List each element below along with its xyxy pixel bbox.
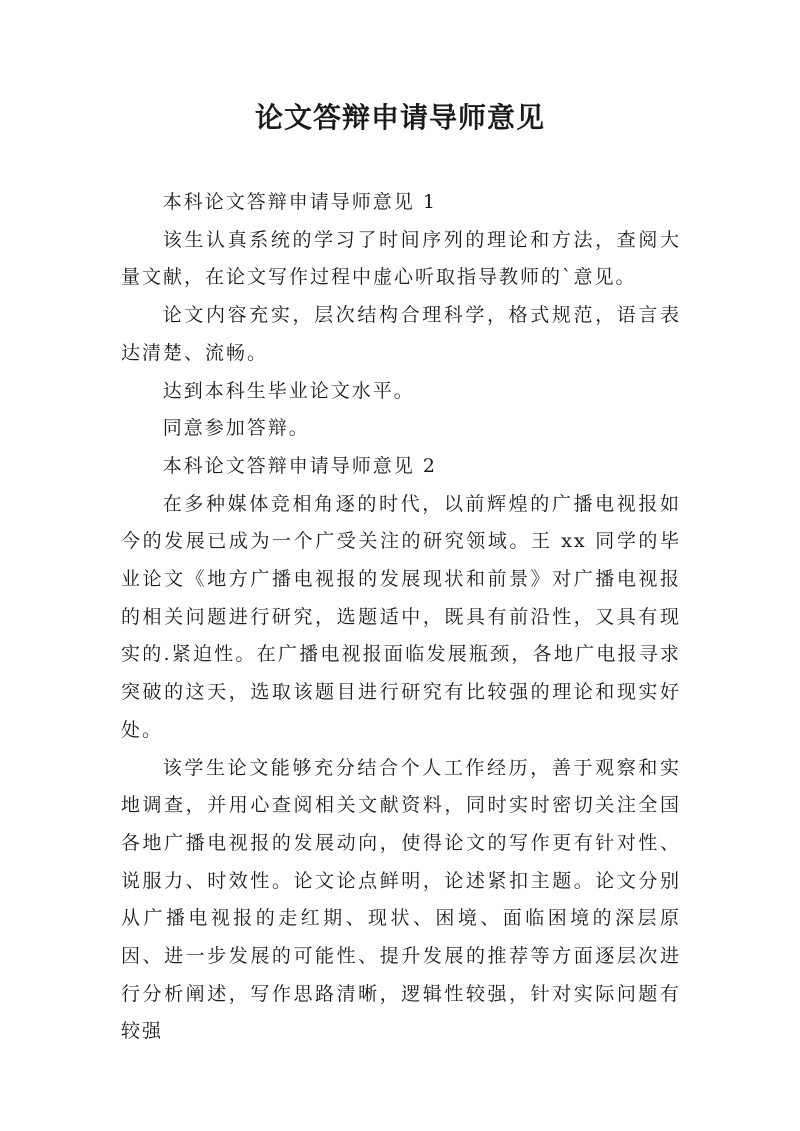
paragraph-heading-2: 本科论文答辩申请导师意见 2 [162,454,437,477]
paragraph: 该生认真系统的学习了时间序列的理论和方法，查阅大量文献，在论文写作过程中虚心听取指导教师的`意见。 [121,228,681,289]
document-title: 论文答辩申请导师意见 [254,101,545,134]
document-body [121,184,681,1051]
paragraph: 达到本科生毕业论文水平。 [162,379,415,402]
paragraph: 论文内容充实，层次结构合理科学，格式规范，语言表达清楚、流畅。 [121,304,681,364]
paragraph: 在多种媒体竞相角逐的时代，以前辉煌的广播电视报如今的发展已成为一个广受关注的研究领域。王 xx 同学的毕业论文《地方广播电视报的发展现状和前景》对广播电视报的相关问题进行研究，选题适中，既具有前沿性，又具有现实的.紧迫性。在广播电视报面临发展瓶颈，各地广电报寻求突破的这天，选取该题目进行研究有比较强的理论和现实好处。 [121,492,681,741]
paragraph-heading-1: 本科论文答辩申请导师意见 1 [162,191,437,213]
paragraph: 该学生论文能够充分结合个人工作经历，善于观察和实地调查，并用心查阅相关文献资料，同时实时密切关注全国各地广播电视报的发展动向，使得论文的写作更有针对性、说服力、时效性。论文论点鲜明，论述紧扣主题。论文分别从广播电视报的走红期、现状、困境、面临困境的深层原因、进一步发展的可能性、提升发展的推荐等方面逐层次进行分析阐述，写作思路清晰，逻辑性较强，针对实际问题有较强 [121,756,681,1043]
paragraph: 同意参加答辩。 [162,417,310,440]
